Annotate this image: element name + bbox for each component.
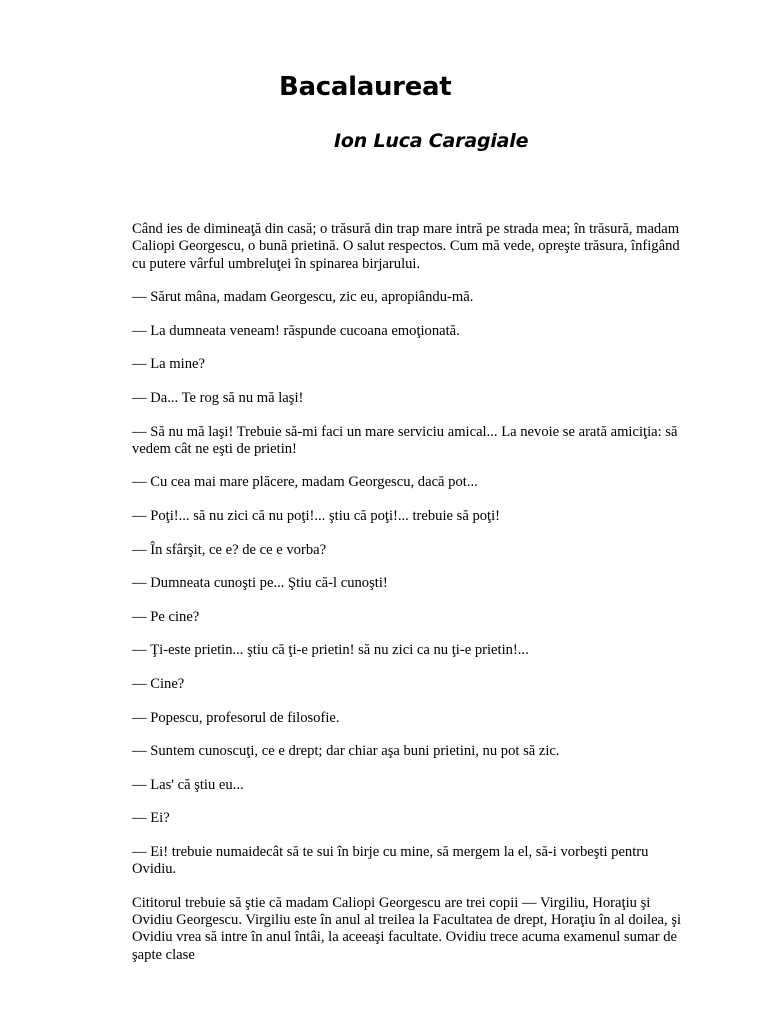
paragraph: Când ies de dimineaţă din casă; o trăsură din trap mare intră pe strada mea; în trăsură, madam Caliopi Georgescu, o bună prietină. O salut respectos. Cum mă vede, opreşte trăsura, înfigând cu putere vârful umbreluţei în spinarea birjarului.	[132, 221, 680, 272]
paragraph: — Cine?	[132, 676, 185, 693]
paragraph: — La dumneata veneam! răspunde cucoana emoţionată.	[132, 322, 460, 339]
paragraph: — Las' că ştiu eu...	[132, 776, 244, 793]
paragraph: — Popescu, profesorul de filosofie.	[132, 709, 340, 726]
paragraph: — Da... Te rog să nu mă laşi!	[132, 389, 304, 406]
paragraph: — Pe cine?	[132, 608, 200, 625]
paragraph: Cititorul trebuie să ştie că madam Caliopi Georgescu are trei copii — Virgiliu, Horaţiu şi Ovidiu Georgescu. Virgiliu este în anul al treilea la Facultatea de drept, Horaţiu în al doilea, şi Ovidiu vrea să intre în anul întâi, la aceeaşi facultate. Ovidiu trece acuma examenul sumar de şapte clase	[132, 894, 682, 963]
paragraph: — Poţi!... să nu zici că nu poţi!... ştiu că poţi!... trebuie să poţi!	[132, 508, 501, 525]
paragraph: — Sărut mâna, madam Georgescu, zic eu, apropiându-mă.	[132, 289, 474, 306]
paragraph: — Cu cea mai mare plăcere, madam Georgescu, dacă pot...	[132, 474, 478, 491]
paragraph: — Dumneata cunoşti pe... Ştiu că-l cunoşti!	[132, 575, 388, 592]
document-title: Bacalaureat	[279, 72, 452, 102]
paragraph: — În sfârşit, ce e? de ce e vorba?	[132, 541, 327, 558]
paragraph: — La mine?	[132, 356, 205, 373]
paragraph: — Ei?	[132, 810, 170, 827]
document-author: Ion Luca Caragiale	[334, 130, 529, 152]
paragraph: — Ţi-este prietin... ştiu că ţi-e prietin! să nu zici ca nu ţi-e prietin!...	[132, 642, 529, 659]
paragraph: — Suntem cunoscuţi, ce e drept; dar chiar aşa buni prietini, nu pot să zic.	[132, 743, 560, 760]
paragraph: — Ei! trebuie numaidecât să te sui în birje cu mine, să mergem la el, să-i vorbeşti pentru Ovidiu.	[132, 843, 649, 878]
paragraph: — Să nu mă laşi! Trebuie să-mi faci un mare serviciu amical... La nevoie se arată amiciţia: să vedem cât ne eşti de prietin!	[132, 423, 678, 457]
document-body	[132, 221, 686, 964]
